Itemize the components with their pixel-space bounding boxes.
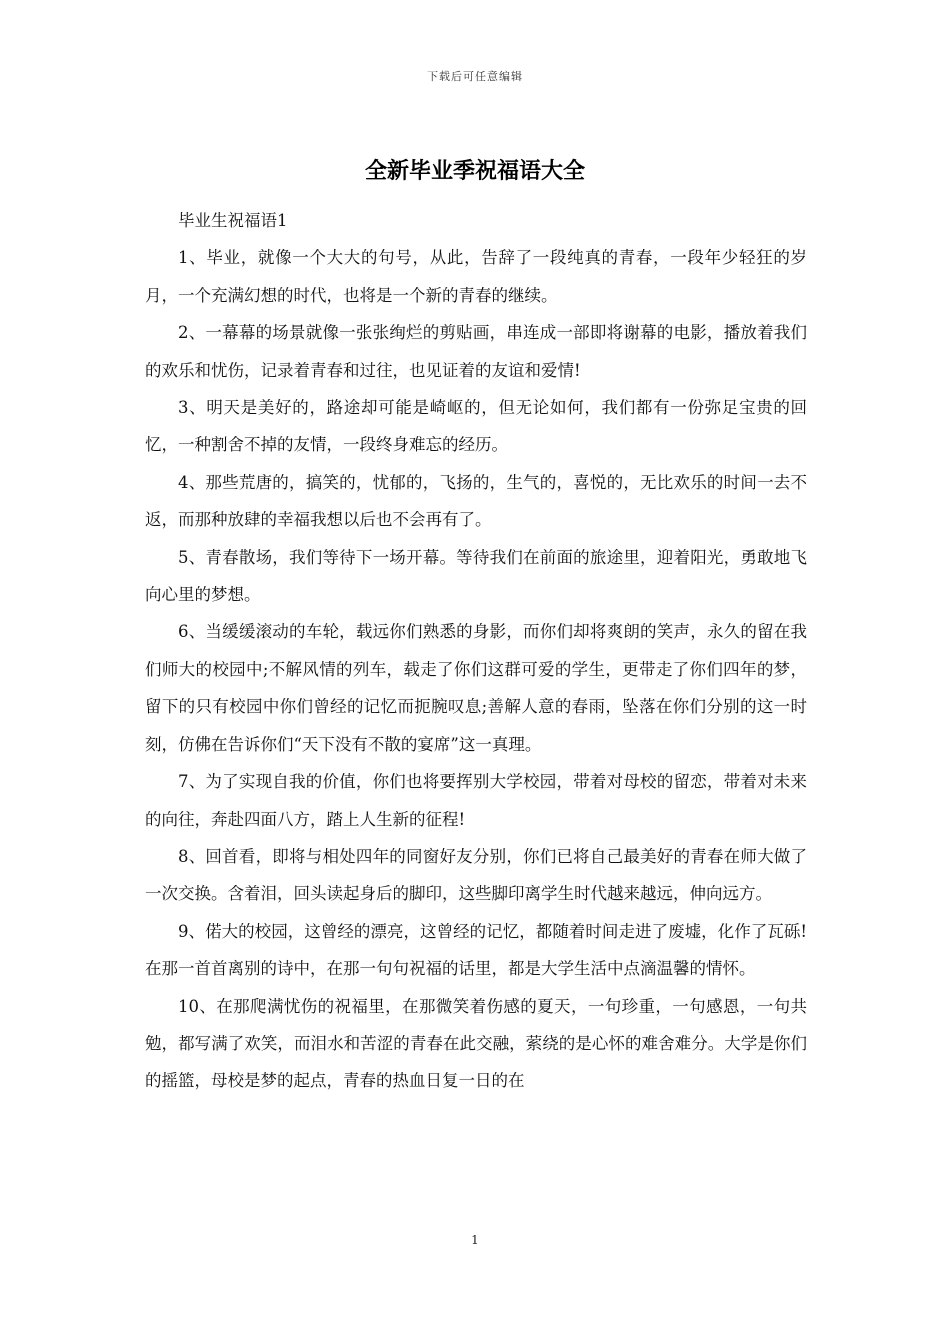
paragraph: 5、青春散场，我们等待下一场开幕。等待我们在前面的旅途里，迎着阳光，勇敢地飞向心里的梦想。 (145, 547, 807, 605)
paragraph: 7、为了实现自我的价值，你们也将要挥别大学校园，带着对母校的留恋，带着对未来的向往，奔赴四面八方，踏上人生新的征程! (145, 772, 807, 829)
paragraph: 3、明天是美好的，路途却可能是崎岖的，但无论如何，我们都有一份弥足宝贵的回忆，一种割舍不掉的友情，一段终身难忘的经历。 (145, 398, 807, 455)
paragraph: 8、回首看，即将与相处四年的同窗好友分别，你们已将自己最美好的青春在师大做了一次交换。含着泪，回头读起身后的脚印，这些脚印离学生时代越来越远，伸向远方。 (145, 846, 807, 904)
page-number: 1 (471, 1233, 479, 1247)
header-note: 下载后可任意编辑 (427, 70, 523, 83)
paragraph: 4、那些荒唐的，搞笑的，忧郁的，飞扬的，生气的，喜悦的，无比欢乐的时间一去不返，而那种放肆的幸福我想以后也不会再有了。 (145, 472, 807, 530)
document-body (145, 202, 807, 1100)
paragraph: 10、在那爬满忧伤的祝福里，在那微笑着伤感的夏天，一句珍重，一句感恩，一句共勉，都写满了欢笑，而泪水和苦涩的青春在此交融，萦绕的是心怀的难舍难分。大学是你们的摇篮，母校是梦的起点，青春的热血日复一日的在 (145, 996, 807, 1091)
paragraph: 2、一幕幕的场景就像一张张绚烂的剪贴画，串连成一部即将谢幕的电影，播放着我们的欢乐和忧伤，记录着青春和过往，也见证着的友谊和爱情! (145, 323, 807, 380)
subheading: 毕业生祝福语1 (178, 211, 288, 230)
paragraph: 1、毕业，就像一个大大的句号，从此，告辞了一段纯真的青春，一段年少轻狂的岁月，一个充满幻想的时代，也将是一个新的青春的继续。 (145, 248, 807, 305)
paragraph: 6、当缓缓滚动的车轮，载远你们熟悉的身影，而你们却将爽朗的笑声，永久的留在我们师大的校园中;不解风情的列车，载走了你们这群可爱的学生，更带走了你们四年的梦，留下的只有校园中你们曾经的记忆而扼腕叹息;善解人意的春雨，坠落在你们分别的这一时刻，仿佛在告诉你们“天下没有不散的宴席”这一真理。 (145, 622, 807, 754)
document-title: 全新毕业季祝福语大全 (364, 159, 585, 184)
paragraph: 9、偌大的校园，这曾经的漂亮，这曾经的记忆，都随着时间走进了废墟，化作了瓦砾!在那一首首离别的诗中，在那一句句祝福的话里，都是大学生活中点滴温馨的情怀。 (145, 921, 807, 979)
